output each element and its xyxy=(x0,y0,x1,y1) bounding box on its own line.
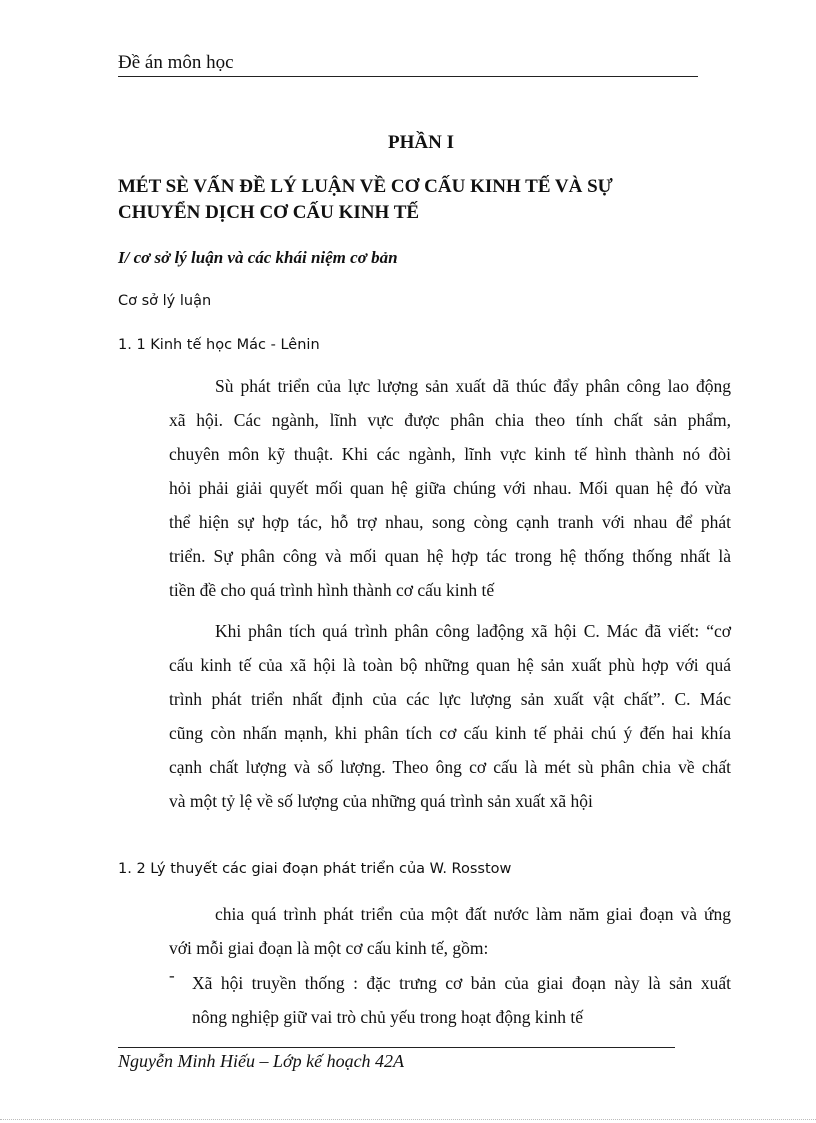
chapter-title xyxy=(118,174,718,226)
paragraph-2 xyxy=(169,614,731,818)
paragraph-line: Khi phân tích quá trình phân công lađộng xã hội C. Mác đã viết: “cơ xyxy=(215,621,731,641)
page-header: Đề án môn học xyxy=(118,52,234,73)
bullet-item xyxy=(192,966,731,1034)
paragraph-line: cấu kinh tế của xã hội là toàn bộ những quan hệ sản xuất phù hợp với quá xyxy=(169,655,731,675)
bullet-line: nông nghiệp giữ vai trò chủ yếu trong hoạt động kinh tế xyxy=(192,1007,584,1027)
paragraph-line: chia quá trình phát triển của một đất nước làm năm giai đoạn và ứng xyxy=(215,904,731,924)
page-footer: Nguyễn Minh Hiếu – Lớp kế hoạch 42A xyxy=(118,1051,405,1071)
bullet-marker: - xyxy=(169,966,175,985)
footer-divider xyxy=(118,1047,675,1048)
basis-label: Cơ sở lý luận xyxy=(118,293,212,309)
paragraph-3 xyxy=(169,897,731,965)
part-title: PHẦN I xyxy=(388,132,454,153)
paragraph-line: thể hiện sự hợp tác, hỗ trợ nhau, song còng cạnh tranh với nhau để phát xyxy=(169,512,731,532)
paragraph-line: Sù phát triển của lực lượng sản xuất dã thúc đẩy phân công lao động xyxy=(215,376,731,396)
paragraph-line: triển. Sự phân công và mối quan hệ hợp tác trong hệ thống thống nhất là xyxy=(169,546,731,566)
paragraph-1 xyxy=(169,369,731,607)
subsection-title-1-1: 1. 1 Kinh tế học Mác - Lênin xyxy=(118,337,320,353)
section-title: I/ cơ sở lý luận và các khái niệm cơ bản xyxy=(118,248,398,267)
paragraph-line: cũng còn nhấn mạnh, khi phân tích cơ cấu kinh tế phải chú ý đến hai khía xyxy=(169,723,731,743)
paragraph-line: chuyên môn kỹ thuật. Khi các ngành, lĩnh vực kinh tế hình thành nó đòi xyxy=(169,444,731,464)
subsection-title-1-2: 1. 2 Lý thuyết các giai đoạn phát triển của W. Rosstow xyxy=(118,861,512,877)
paragraph-line: hỏi phải giải quyết mối quan hệ giữa chúng với nhau. Mối quan hệ đó vừa xyxy=(169,478,731,498)
bullet-line: Xã hội truyền thống : đặc trưng cơ bản của giai đoạn này là sản xuất xyxy=(192,973,731,993)
paragraph-line: với mỗi giai đoạn là một cơ cấu kinh tế, gồm: xyxy=(169,938,489,958)
paragraph-line: cạnh chất lượng và số lượng. Theo ông cơ cấu là mét sù phân chia về chất xyxy=(169,757,731,777)
chapter-title-line-1: MÉT SÈ VẤN ĐỀ LÝ LUẬN VỀ CƠ CẤU KINH TẾ VÀ SỰ xyxy=(118,176,613,197)
paragraph-line: trình phát triển nhất định của các lực lượng sản xuất vật chất”. C. Mác xyxy=(169,689,731,709)
paragraph-line: xã hội. Các ngành, lĩnh vực được phân chia theo tính chất sản phẩm, xyxy=(169,410,731,430)
paragraph-line: tiền đề cho quá trình hình thành cơ cấu kinh tế xyxy=(169,580,495,600)
paragraph-line: và một tỷ lệ về số lượng của những quá trình sản xuất xã hội xyxy=(169,791,593,811)
page-bottom-edge xyxy=(0,1119,816,1120)
chapter-title-line-2: CHUYỂN DỊCH CƠ CẤU KINH TẾ xyxy=(118,202,420,223)
header-divider xyxy=(118,76,698,77)
